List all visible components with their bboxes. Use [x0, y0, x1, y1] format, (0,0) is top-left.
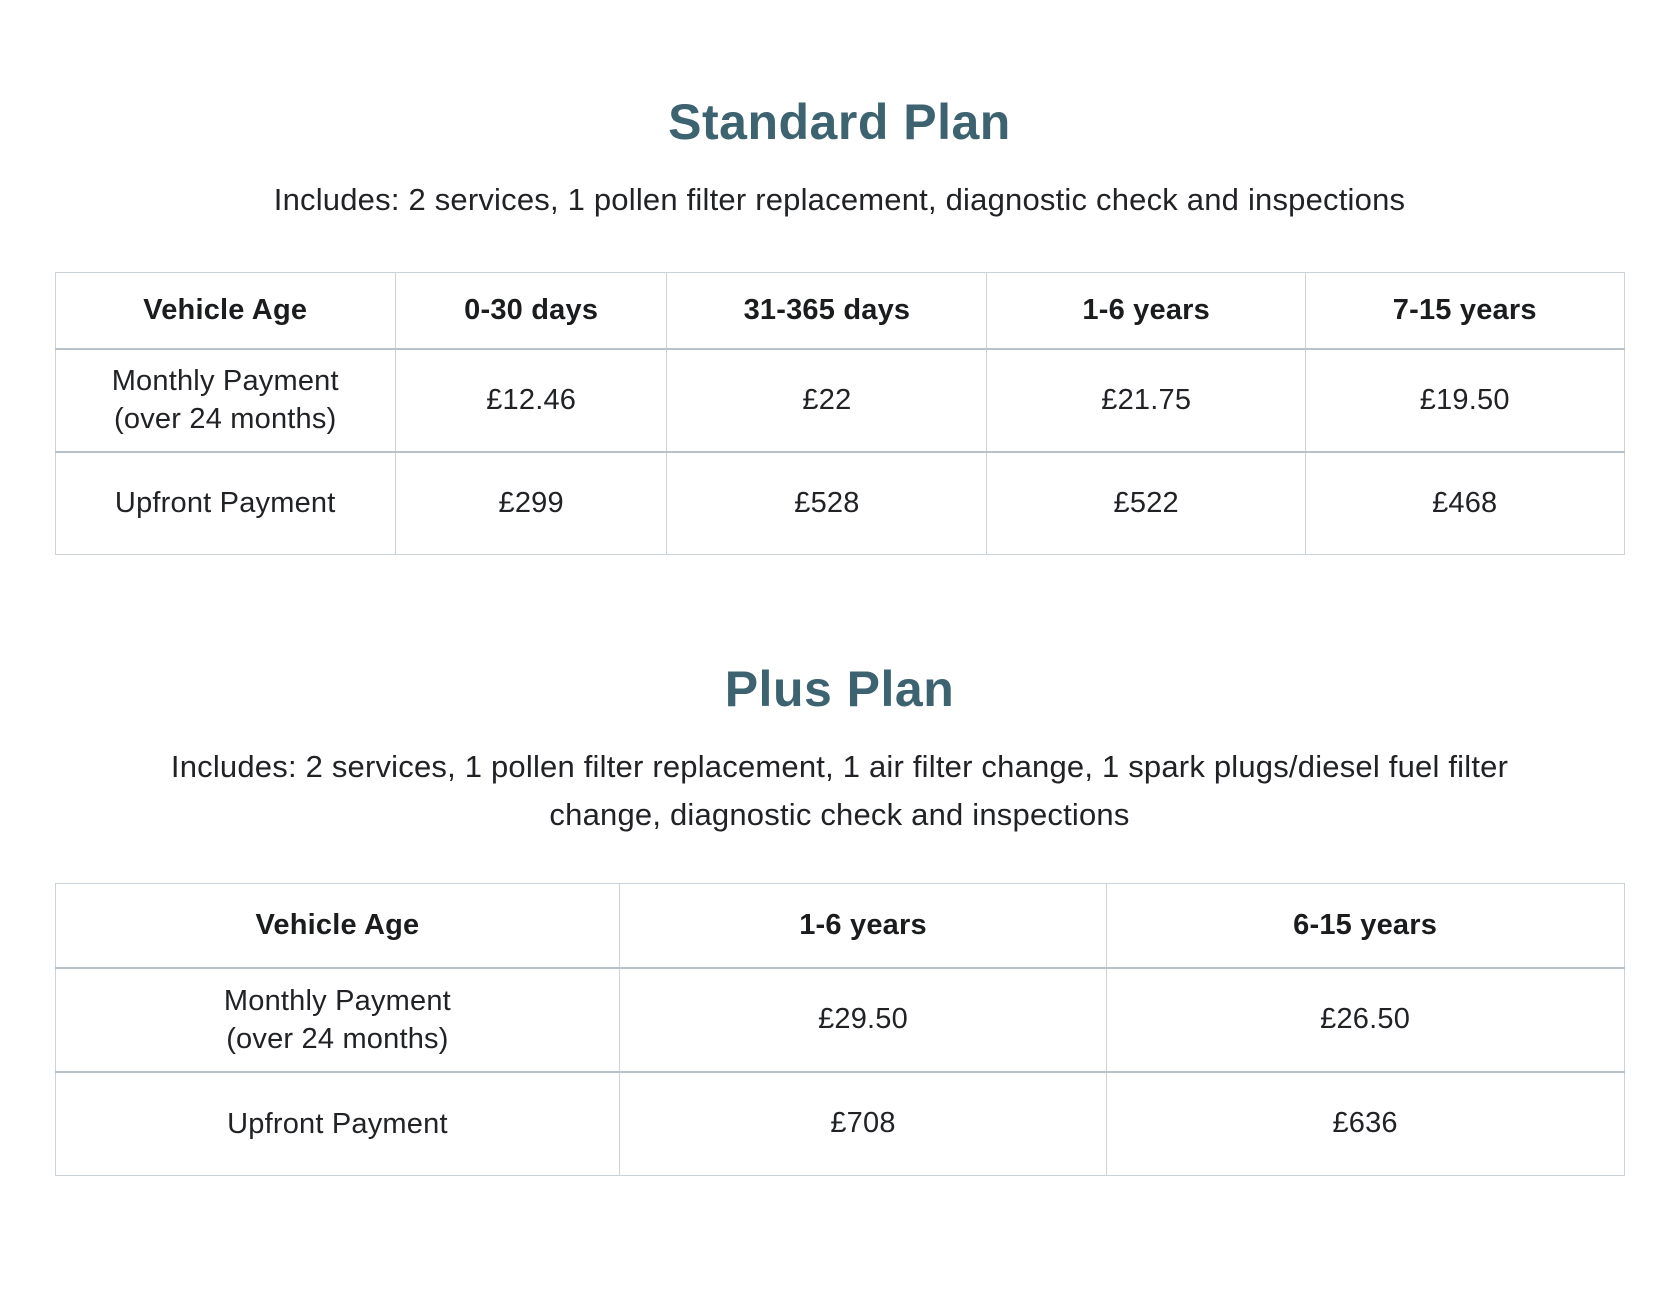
row-label-line: Monthly Payment — [111, 365, 339, 397]
column-header-31-365-days: 31-365 days — [667, 273, 987, 349]
table-header-row — [55, 884, 1624, 968]
price-cell: £468 — [1305, 452, 1624, 555]
row-label-line: (over 24 months) — [114, 403, 337, 435]
price-cell: £708 — [620, 1072, 1106, 1176]
plus-plan-description: Includes: 2 services, 1 pollen filter replacement, 1 air filter change, 1 spark plugs/diesel fuel filter change, diagnostic check and inspections — [170, 749, 1509, 832]
row-label-upfront-payment — [55, 452, 395, 555]
column-header-vehicle-age: Vehicle Age — [55, 273, 395, 349]
price-cell: £522 — [987, 452, 1306, 555]
row-label-monthly-payment — [55, 349, 395, 452]
row-label-upfront-payment — [55, 1072, 620, 1176]
standard-plan-title: Standard Plan — [668, 94, 1011, 150]
table-row-monthly-payment — [55, 349, 1624, 452]
pricing-page — [0, 92, 1679, 1176]
column-header-7-15-years: 7-15 years — [1305, 273, 1624, 349]
plus-plan-table — [55, 883, 1625, 1176]
price-cell: £19.50 — [1305, 349, 1624, 452]
row-label-monthly-payment — [55, 968, 620, 1072]
table-row-upfront-payment — [55, 1072, 1624, 1176]
price-cell: £29.50 — [620, 968, 1106, 1072]
plus-plan-section — [0, 659, 1679, 1176]
price-cell: £636 — [1106, 1072, 1624, 1176]
standard-plan-section — [0, 92, 1679, 555]
column-header-vehicle-age: Vehicle Age — [55, 884, 620, 968]
price-cell: £528 — [667, 452, 987, 555]
price-cell: £22 — [667, 349, 987, 452]
table-row-upfront-payment — [55, 452, 1624, 555]
row-label-line: Upfront Payment — [114, 487, 336, 520]
price-cell: £12.46 — [395, 349, 666, 452]
column-header-1-6-years: 1-6 years — [987, 273, 1306, 349]
price-cell: £21.75 — [987, 349, 1306, 452]
table-row-monthly-payment — [55, 968, 1624, 1072]
column-header-1-6-years: 1-6 years — [620, 884, 1106, 968]
column-header-6-15-years: 6-15 years — [1106, 884, 1624, 968]
standard-plan-description: Includes: 2 services, 1 pollen filter replacement, diagnostic check and inspections — [273, 182, 1406, 217]
row-label-line: Monthly Payment — [223, 984, 451, 1017]
row-label-line: (over 24 months) — [226, 1022, 449, 1055]
standard-plan-table — [55, 272, 1625, 555]
row-label-line: Upfront Payment — [227, 1107, 448, 1140]
price-cell: £26.50 — [1106, 968, 1624, 1072]
plus-plan-title: Plus Plan — [724, 661, 955, 717]
table-header-row — [55, 273, 1624, 349]
price-cell: £299 — [395, 452, 666, 555]
column-header-0-30-days: 0-30 days — [395, 273, 666, 349]
